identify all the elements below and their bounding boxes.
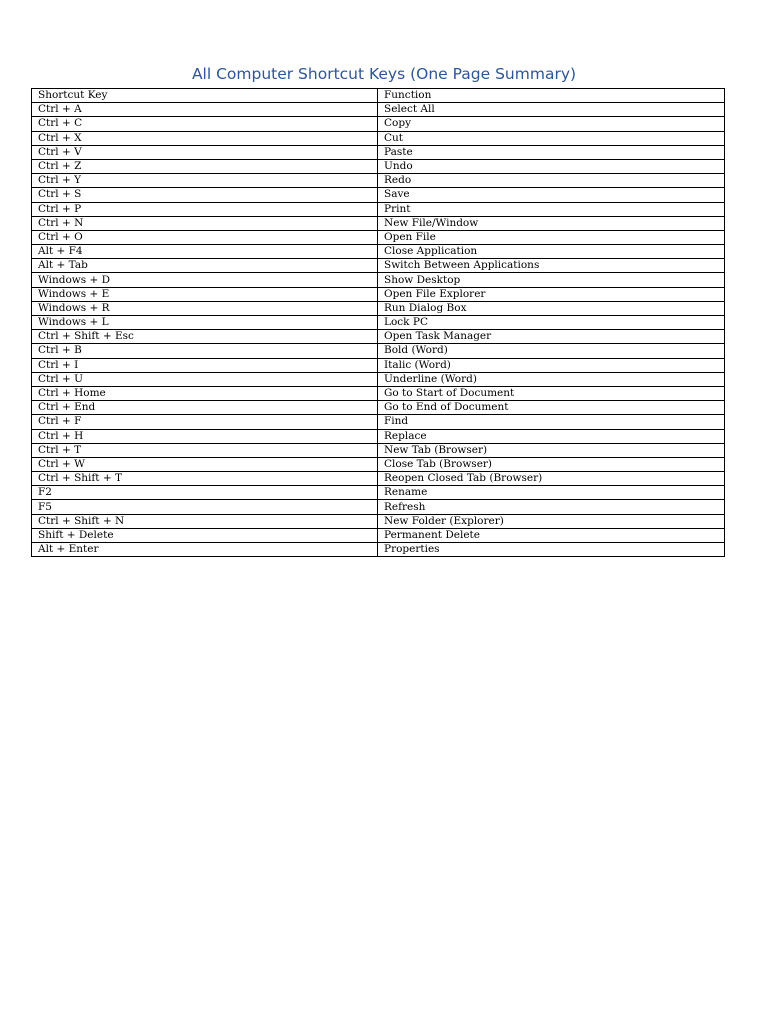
shortcut-table [31,88,725,557]
table-row [32,543,725,557]
function-cell: New Folder (Explorer) [378,514,725,528]
table-row [32,131,725,145]
shortcut-key-cell: Windows + E [32,287,378,301]
shortcut-key-cell: Ctrl + X [32,131,378,145]
table-row [32,528,725,542]
shortcut-key-cell: Ctrl + Home [32,386,378,400]
function-cell: Show Desktop [378,273,725,287]
table-row [32,316,725,330]
header-shortcut-key: Shortcut Key [32,89,378,103]
function-cell: Switch Between Applications [378,259,725,273]
shortcut-key-cell: Ctrl + O [32,230,378,244]
table-row [32,245,725,259]
table-row [32,117,725,131]
table-row [32,457,725,471]
table-body [32,103,725,557]
shortcut-key-cell: Alt + Tab [32,259,378,273]
shortcut-key-cell: Ctrl + C [32,117,378,131]
function-cell: Lock PC [378,316,725,330]
function-cell: Select All [378,103,725,117]
shortcut-key-cell: Ctrl + Shift + Esc [32,330,378,344]
table-row [32,401,725,415]
table-row [32,429,725,443]
table-row [32,500,725,514]
shortcut-key-cell: Ctrl + A [32,103,378,117]
header-function: Function [378,89,725,103]
table-row [32,188,725,202]
shortcut-key-cell: Windows + R [32,301,378,315]
table-row [32,159,725,173]
shortcut-key-cell: Ctrl + End [32,401,378,415]
function-cell: Rename [378,486,725,500]
table-row [32,330,725,344]
shortcut-key-cell: F2 [32,486,378,500]
shortcut-key-cell: Ctrl + P [32,202,378,216]
table-row [32,301,725,315]
table-row [32,386,725,400]
page-title: All Computer Shortcut Keys (One Page Summary) [191,65,577,83]
function-cell: Open Task Manager [378,330,725,344]
function-cell: Replace [378,429,725,443]
shortcut-key-cell: Ctrl + Shift + N [32,514,378,528]
shortcut-key-cell: Windows + L [32,316,378,330]
shortcut-key-cell: F5 [32,500,378,514]
table-row [32,216,725,230]
shortcut-key-cell: Ctrl + Z [32,159,378,173]
table-row [32,372,725,386]
shortcut-key-cell: Ctrl + Y [32,174,378,188]
shortcut-key-cell: Ctrl + Shift + T [32,472,378,486]
table-row [32,259,725,273]
table-row [32,103,725,117]
table-row [32,230,725,244]
function-cell: Permanent Delete [378,528,725,542]
table-row [32,287,725,301]
function-cell: Copy [378,117,725,131]
function-cell: Go to Start of Document [378,386,725,400]
function-cell: Print [378,202,725,216]
table-header-row [32,89,725,103]
shortcut-key-cell: Ctrl + F [32,415,378,429]
function-cell: Run Dialog Box [378,301,725,315]
function-cell: Bold (Word) [378,344,725,358]
shortcut-key-cell: Ctrl + W [32,457,378,471]
function-cell: Underline (Word) [378,372,725,386]
table-row [32,202,725,216]
table-row [32,174,725,188]
table-row [32,415,725,429]
function-cell: New Tab (Browser) [378,443,725,457]
function-cell: Reopen Closed Tab (Browser) [378,472,725,486]
function-cell: Italic (Word) [378,358,725,372]
function-cell: Properties [378,543,725,557]
shortcut-key-cell: Ctrl + S [32,188,378,202]
function-cell: Go to End of Document [378,401,725,415]
function-cell: Paste [378,145,725,159]
function-cell: Redo [378,174,725,188]
table-row [32,358,725,372]
shortcut-key-cell: Ctrl + V [32,145,378,159]
function-cell: Close Tab (Browser) [378,457,725,471]
shortcut-key-cell: Ctrl + U [32,372,378,386]
function-cell: Refresh [378,500,725,514]
shortcut-key-cell: Ctrl + N [32,216,378,230]
table-row [32,486,725,500]
function-cell: Cut [378,131,725,145]
table-row [32,145,725,159]
function-cell: Open File Explorer [378,287,725,301]
shortcut-key-cell: Ctrl + H [32,429,378,443]
shortcut-key-cell: Ctrl + I [32,358,378,372]
table-row [32,514,725,528]
table-row [32,472,725,486]
table-row [32,273,725,287]
shortcut-key-cell: Ctrl + T [32,443,378,457]
function-cell: Close Application [378,245,725,259]
function-cell: Open File [378,230,725,244]
table-row [32,344,725,358]
shortcut-key-cell: Windows + D [32,273,378,287]
table-row [32,443,725,457]
shortcut-key-cell: Alt + Enter [32,543,378,557]
shortcut-key-cell: Alt + F4 [32,245,378,259]
function-cell: Save [378,188,725,202]
shortcut-key-cell: Shift + Delete [32,528,378,542]
function-cell: Find [378,415,725,429]
function-cell: New File/Window [378,216,725,230]
function-cell: Undo [378,159,725,173]
shortcut-key-cell: Ctrl + B [32,344,378,358]
